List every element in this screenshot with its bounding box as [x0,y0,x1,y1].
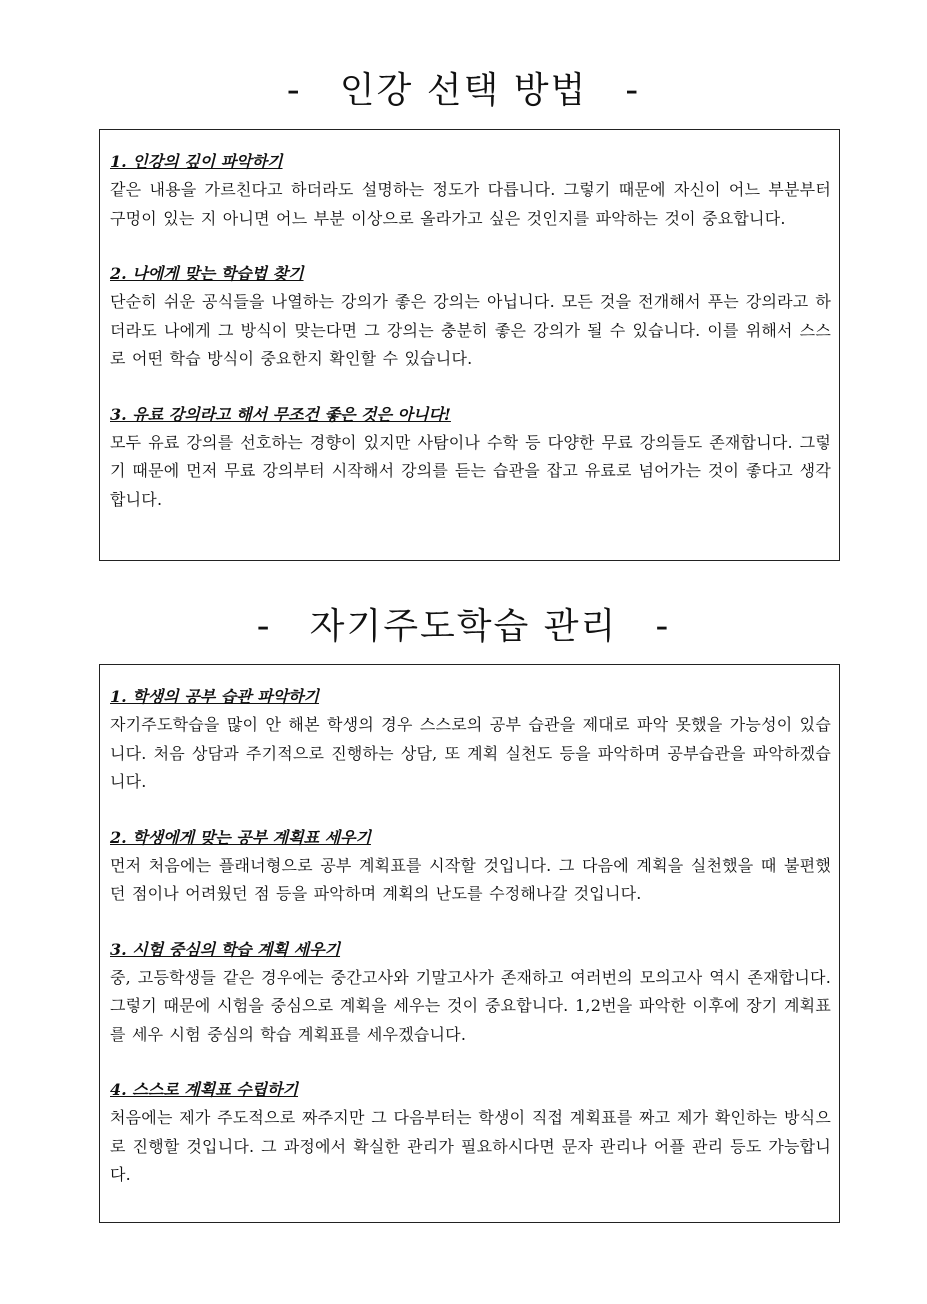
item-body: 단순히 쉬운 공식들을 나열하는 강의가 좋은 강의는 아닙니다. 모든 것을 전개해서 푸는 강의라고 하더라도 나에게 그 방식이 맞는다면 그 강의는 충분히 좋은 강의가 될 수 있습니다. 이를 위해서 스스로 어떤 학습 방식이 중요한지 확인할 수 있습니다. [110,292,831,368]
item-heading: 1. 학생의 공부 습관 파악하기 [110,687,320,706]
list-item [110,683,831,797]
item-heading: 3. 유료 강의라고 해서 무조건 좋은 것은 아니다! [110,404,451,424]
list-item [110,260,831,374]
item-heading: 1. 인강의 깊이 파악하기 [110,152,283,171]
list-item [110,1076,831,1190]
item-body: 중, 고등학생들 같은 경우에는 중간고사와 기말고사가 존재하고 여러번의 모의고사 역시 존재합니다. 그렇기 때문에 시험을 중심으로 계획을 세우는 것이 중요합니다. 1,2번을 파악한 이후에 장기 계획표를 세우 시험 중심의 학습 계획표를 세우겠습니다. [110,967,831,1044]
list-item [110,936,831,1050]
item-heading: 3. 시험 중심의 학습 계획 세우기 [110,939,341,959]
self-directed-learning-box [99,664,840,1223]
list-item [110,148,831,233]
item-body: 먼저 처음에는 플래너형으로 공부 계획표를 시작할 것입니다. 그 다음에 계획을 실천했을 때 불편했던 점이나 어려웠던 점 등을 파악하며 계획의 난도를 수정해나갈 것입니다. [110,855,831,903]
item-body: 처음에는 제가 주도적으로 짜주지만 그 다음부터는 학생이 직접 계획표를 짜고 제가 확인하는 방식으로 진행할 것입니다. 그 과정에서 확실한 관리가 필요하시다면 문자 관리나 어플 관리 등도 가능합니다. [110,1108,831,1184]
item-body: 모두 유료 강의를 선호하는 경향이 있지만 사탐이나 수학 등 다양한 무료 강의들도 존재합니다. 그렇기 때문에 먼저 무료 강의부터 시작해서 강의를 듣는 습관을 잡고 유료로 넘어가는 것이 좋다고 생각합니다. [110,432,831,509]
item-heading: 2. 학생에게 맞는 공부 계획표 세우기 [110,827,371,847]
section-title-text: 자기주도학습 관리 [309,606,618,647]
section-title-text: 인강 선택 방법 [339,70,588,111]
item-heading: 2. 나에게 맞는 학습법 찾기 [110,264,304,283]
item-body: 같은 내용을 가르친다고 하더라도 설명하는 정도가 다릅니다. 그렇기 때문에 자신이 어느 부분부터 구멍이 있는 지 아니면 어느 부분 이상으로 올라가고 싶은 것인지를 파악하는 것이 중요합니다. [110,180,831,228]
list-item [110,824,831,909]
list-item [110,401,831,515]
item-heading: 4. 스스로 계획표 수립하기 [110,1080,298,1099]
section-title-self-directed-learning: - 자기주도학습 관리 - [256,606,671,647]
lecture-selection-box [99,129,840,561]
section-title-lecture-selection: - 인강 선택 방법 - [286,70,641,111]
item-body: 자기주도학습을 많이 안 해본 학생의 경우 스스로의 공부 습관을 제대로 파악 못했을 가능성이 있습니다. 처음 상담과 주기적으로 진행하는 상담, 또 계획 실천도 등을 파악하며 공부습관을 파악하겠습니다. [110,715,831,791]
